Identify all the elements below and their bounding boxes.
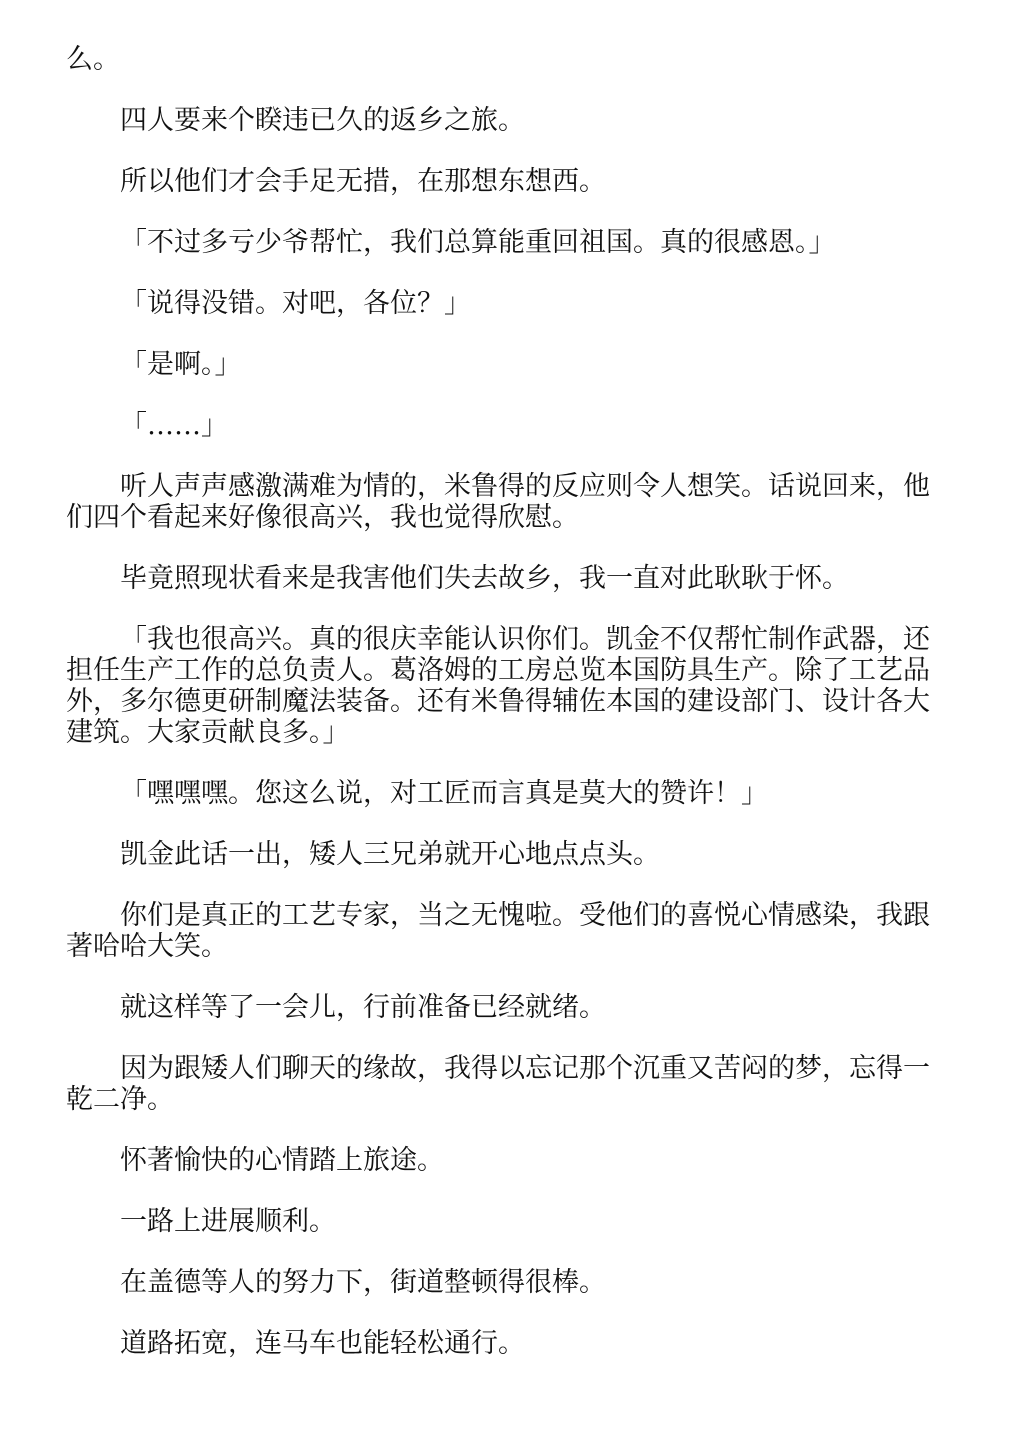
paragraph: 道路拓宽，连马车也能轻松通行。 (120, 1328, 525, 1359)
paragraph: 「是啊。」 (120, 349, 242, 380)
paragraph: 听人声声感激满难为情的，米鲁得的反应则令人想笑。话说回来，他们四个看起来好像很高兴，我也觉得欣慰。 (66, 471, 930, 533)
paragraph: 四人要来个睽违已久的返乡之旅。 (120, 105, 525, 136)
paragraph: 「不过多亏少爷帮忙，我们总算能重回祖国。真的很感恩。」 (120, 227, 836, 258)
paragraph: 一路上进展顺利。 (120, 1206, 336, 1237)
paragraph: 么。 (66, 44, 120, 75)
paragraph: 「……」 (120, 410, 228, 441)
paragraph: 就这样等了一会儿，行前准备已经就绪。 (120, 992, 606, 1023)
document-page (66, 44, 951, 1389)
paragraph: 在盖德等人的努力下，街道整顿得很棒。 (120, 1267, 606, 1298)
paragraph: 「我也很高兴。真的很庆幸能认识你们。凯金不仅帮忙制作武器，还担任生产工作的总负责人。葛洛姆的工房总览本国防具生产。除了工艺品外，多尔德更研制魔法装备。还有米鲁得辅佐本国的建设部门、设计各大建筑。大家贡献良多。」 (66, 624, 930, 748)
paragraph: 因为跟矮人们聊天的缘故，我得以忘记那个沉重又苦闷的梦，忘得一乾二净。 (66, 1053, 930, 1115)
paragraph: 凯金此话一出，矮人三兄弟就开心地点点头。 (120, 839, 660, 870)
paragraph: 「嘿嘿嘿。您这么说，对工匠而言真是莫大的赞许！」 (120, 778, 768, 809)
paragraph: 怀著愉快的心情踏上旅途。 (120, 1145, 444, 1176)
paragraph: 你们是真正的工艺专家，当之无愧啦。受他们的喜悦心情感染，我跟著哈哈大笑。 (66, 900, 930, 962)
paragraph: 「说得没错。对吧，各位？」 (120, 288, 471, 319)
paragraph: 毕竟照现状看来是我害他们失去故乡，我一直对此耿耿于怀。 (120, 563, 849, 594)
paragraph: 所以他们才会手足无措，在那想东想西。 (120, 166, 606, 197)
